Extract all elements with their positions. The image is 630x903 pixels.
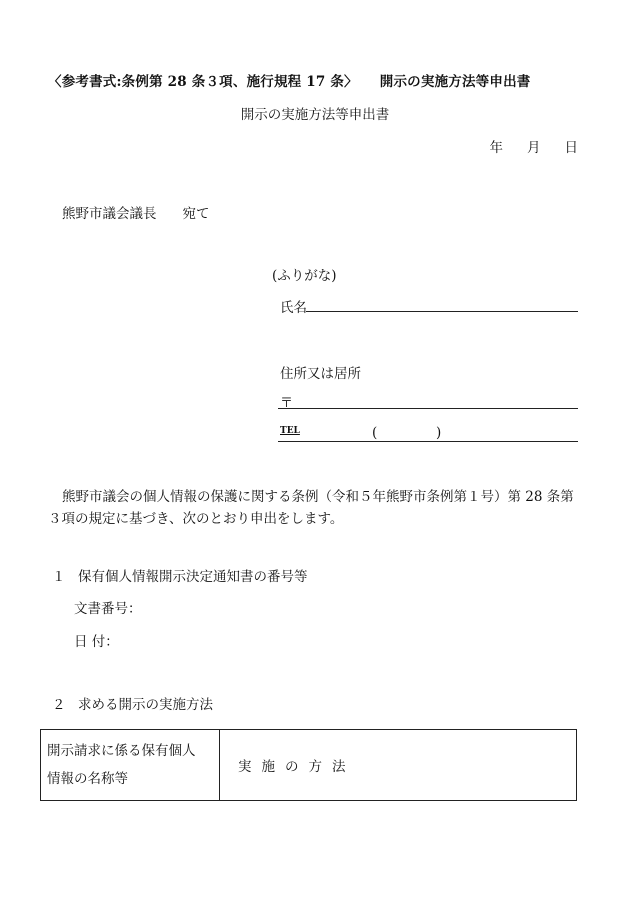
address-field[interactable] — [278, 408, 578, 409]
body-paragraph-text: 熊野市議会の個人情報の保護に関する条例（令和５年熊野市条例第１号）第 28 条第３項の規定に基づき、次のとおり申出をします。 — [48, 489, 574, 527]
info-name-header-line2: 情報の名称等 — [47, 771, 128, 787]
table-row — [41, 730, 577, 801]
doc-number-label: 文書番号： — [74, 601, 142, 617]
addressee-suffix: 宛て — [182, 206, 210, 222]
notice-date-label: 日 付： — [74, 634, 119, 650]
reference-header — [48, 70, 530, 90]
section-2-number: ２ — [52, 697, 66, 713]
disclosure-method-table — [40, 729, 577, 801]
section-2-heading — [52, 693, 213, 713]
name-field[interactable] — [306, 311, 578, 312]
section-1-number: １ — [52, 569, 66, 585]
tel-label: TEL — [280, 426, 300, 436]
postal-mark: 〒 — [280, 396, 294, 411]
info-name-header-line1: 開示請求に係る保有個人 — [47, 743, 196, 759]
section-1-title: 保有個人情報開示決定通知書の番号等 — [78, 569, 308, 585]
date-month: 月 — [527, 140, 541, 156]
method-header-cell: 実施の方法 — [220, 730, 577, 801]
addressee-name: 熊野市議会議長 — [62, 206, 157, 222]
tel-paren-close: ) — [436, 425, 442, 441]
page-title: 開示の実施方法等申出書 — [240, 107, 390, 123]
section-1-heading — [52, 565, 308, 585]
furigana-label: (ふりがな) — [272, 268, 337, 284]
date-day: 日 — [564, 140, 578, 156]
tel-paren-open: ( — [372, 425, 378, 441]
address-label: 住所又は居所 — [280, 366, 361, 382]
info-name-header-cell — [41, 730, 220, 801]
tel-field[interactable] — [278, 441, 578, 442]
body-paragraph — [48, 486, 580, 530]
name-label: 氏名 — [280, 300, 307, 316]
addressee — [62, 202, 210, 222]
form-name: 開示の実施方法等申出書 — [379, 74, 531, 90]
date-fields — [490, 136, 579, 156]
date-year: 年 — [489, 140, 503, 156]
section-2-title: 求める開示の実施方法 — [78, 697, 213, 713]
reference-text: 〈参考書式:条例第 28 条３項、施行規程 17 条〉 — [48, 74, 358, 90]
